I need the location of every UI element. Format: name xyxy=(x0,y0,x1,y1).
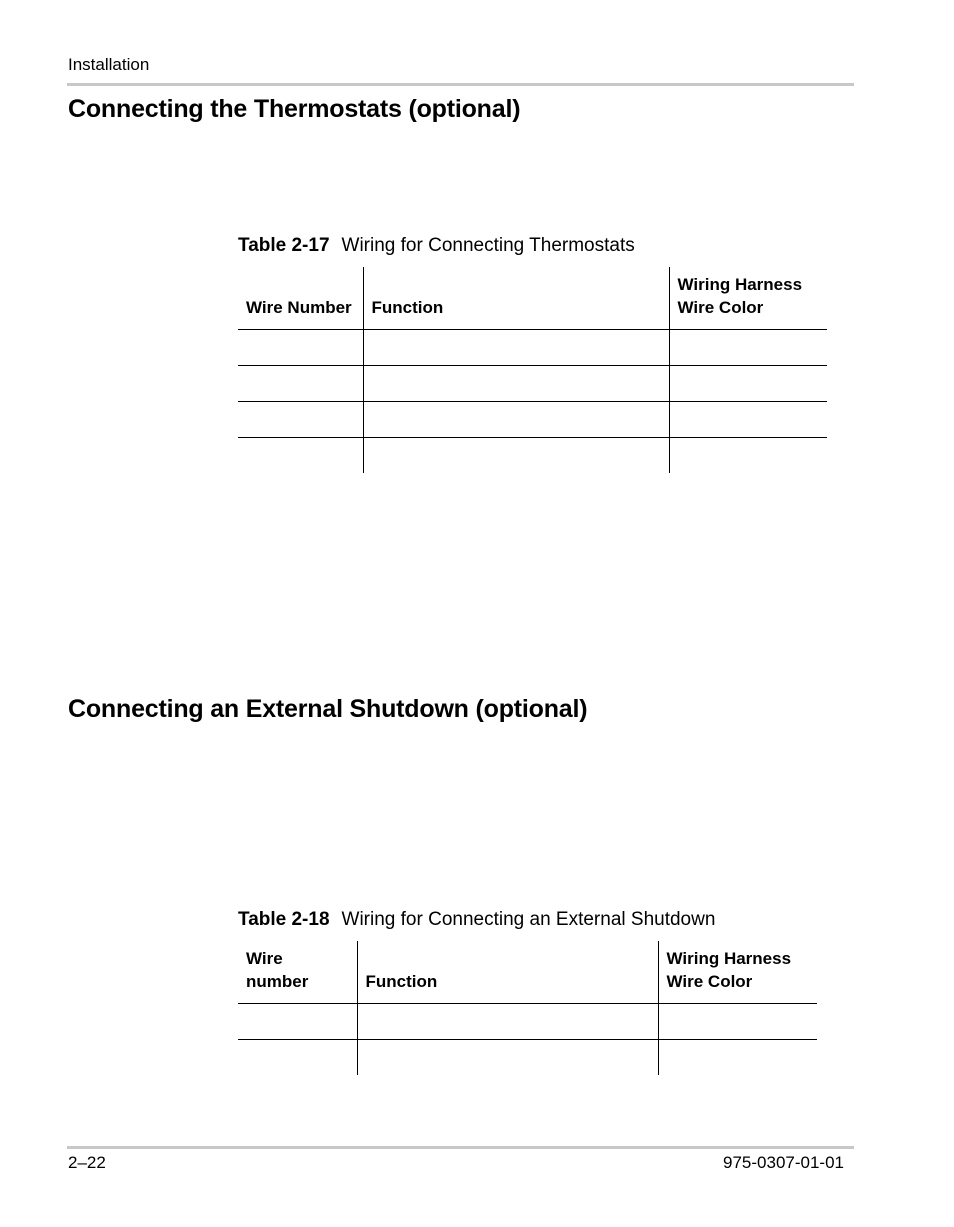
section-heading-thermostats: Connecting the Thermostats (optional) xyxy=(68,95,521,123)
table-header-row xyxy=(238,267,827,330)
table-cell xyxy=(238,1040,357,1076)
column-header-wire-color: Wiring Harness Wire Color xyxy=(658,941,817,1004)
table-cell xyxy=(238,366,363,402)
table-cell xyxy=(363,402,669,438)
table-cell xyxy=(658,1004,817,1040)
running-header: Installation xyxy=(68,55,150,74)
table-cell xyxy=(357,1004,658,1040)
table-cell xyxy=(669,438,827,474)
document-number: 975-0307-01-01 xyxy=(723,1153,844,1172)
table-row xyxy=(238,402,827,438)
table-cell xyxy=(357,1040,658,1076)
table-row xyxy=(238,1040,817,1076)
footer-rule xyxy=(67,1146,854,1149)
table-header-row xyxy=(238,941,817,1004)
table-row xyxy=(238,366,827,402)
table-number: Table 2-17 xyxy=(238,235,330,256)
table-cell xyxy=(238,330,363,366)
table-cell xyxy=(363,366,669,402)
table-number: Table 2-18 xyxy=(238,909,330,930)
column-header-wire-number: Wire Number xyxy=(238,267,363,330)
thermostat-wiring-table xyxy=(238,267,827,473)
table-cell xyxy=(363,330,669,366)
page-number: 2–22 xyxy=(68,1153,106,1172)
table-row xyxy=(238,330,827,366)
header-rule xyxy=(67,83,854,86)
table-title: Wiring for Connecting an External Shutdown xyxy=(341,909,716,930)
table-caption-2-18 xyxy=(238,909,715,931)
table-row xyxy=(238,1004,817,1040)
table-title: Wiring for Connecting Thermostats xyxy=(341,235,635,256)
table-cell xyxy=(363,438,669,474)
column-header-wire-number: Wire number xyxy=(238,941,357,1004)
table-cell xyxy=(238,402,363,438)
table-cell xyxy=(238,1004,357,1040)
section-heading-external-shutdown: Connecting an External Shutdown (optional) xyxy=(68,695,588,723)
table-row xyxy=(238,438,827,474)
table-caption-2-17 xyxy=(238,235,635,257)
column-header-wire-color: Wiring Harness Wire Color xyxy=(669,267,827,330)
table-cell xyxy=(669,330,827,366)
table-cell xyxy=(658,1040,817,1076)
table-cell xyxy=(669,402,827,438)
shutdown-wiring-table xyxy=(238,941,817,1075)
column-header-function: Function xyxy=(363,267,669,330)
table-cell xyxy=(669,366,827,402)
table-cell xyxy=(238,438,363,474)
column-header-function: Function xyxy=(357,941,658,1004)
